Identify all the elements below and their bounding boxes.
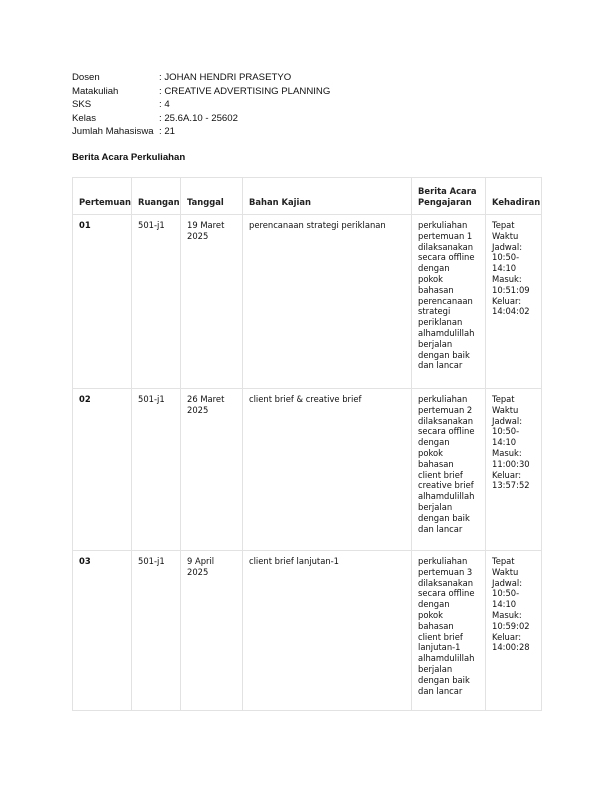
berita-line: pertemuan 1 xyxy=(418,230,473,241)
berita-line: dilaksanakan xyxy=(418,415,474,426)
kehadiran-line: Masuk: xyxy=(492,609,522,620)
cell-ruangan: 501-j1 xyxy=(132,389,181,551)
cell-berita-acara xyxy=(412,389,486,551)
kehadiran-line: Tepat xyxy=(492,220,515,230)
cell-pertemuan: 01 xyxy=(73,215,132,389)
kehadiran-line: Keluar: xyxy=(492,631,522,642)
kehadiran-line: Keluar: xyxy=(492,295,522,306)
cell-tanggal xyxy=(181,551,243,711)
kehadiran-line: Jadwal: xyxy=(492,241,523,252)
berita-line: perkuliahan xyxy=(418,220,468,230)
berita-line: pokok xyxy=(418,447,443,458)
cell-tanggal-year: 2025 xyxy=(187,230,209,241)
header-berita-acara xyxy=(412,178,486,215)
berita-line: alhamdulillah xyxy=(418,327,475,338)
lecturer-label: Dosen xyxy=(72,72,100,83)
course-label: Matakuliah xyxy=(72,85,119,97)
berita-line: perencanaan xyxy=(418,295,473,306)
table-row xyxy=(73,215,542,389)
credits-value: : 4 xyxy=(159,99,170,110)
lecturer-value: : JOHAN HENDRI PRASETYO xyxy=(159,72,292,83)
berita-line: berjalan xyxy=(418,501,453,512)
course-value: : CREATIVE ADVERTISING PLANNING xyxy=(159,85,331,97)
course-info xyxy=(72,71,330,139)
kehadiran-line: 10:59:02 xyxy=(492,620,530,631)
cell-bahan-kajian: client brief lanjutan-1 xyxy=(243,551,412,711)
berita-line: secara offline xyxy=(418,252,475,263)
berita-line: dengan baik xyxy=(418,674,470,685)
kehadiran-line: Masuk: xyxy=(492,273,522,284)
cell-berita-acara xyxy=(412,215,486,389)
berita-line: dan lancar xyxy=(418,685,463,696)
course-info-row xyxy=(72,112,330,126)
kehadiran-line: Tepat xyxy=(492,556,515,566)
berita-line: berjalan xyxy=(418,338,453,349)
student-count-value: : 21 xyxy=(159,126,176,137)
class-label: Kelas xyxy=(72,112,96,124)
berita-line: secara offline xyxy=(418,588,475,599)
kehadiran-line: Waktu xyxy=(492,566,519,577)
header-berita-line1: Berita Acara xyxy=(418,186,477,197)
course-info-row xyxy=(72,98,330,112)
berita-line: dilaksanakan xyxy=(418,577,474,588)
cell-kehadiran xyxy=(486,215,542,389)
cell-bahan-kajian: client brief & creative brief xyxy=(243,389,412,551)
section-title: Berita Acara Perkuliahan xyxy=(72,152,186,163)
cell-kehadiran xyxy=(486,389,542,551)
berita-line: pokok xyxy=(418,609,443,620)
kehadiran-line: 11:00:30 xyxy=(492,458,530,469)
header-pertemuan: Pertemuan xyxy=(73,178,132,215)
berita-line: dengan xyxy=(418,599,450,610)
header-bahan-kajian: Bahan Kajian xyxy=(243,178,412,215)
kehadiran-line: Waktu xyxy=(492,404,519,415)
berita-line: dengan baik xyxy=(418,512,470,523)
berita-line: dengan xyxy=(418,437,450,448)
berita-line: dengan baik xyxy=(418,349,470,360)
kehadiran-line: Jadwal: xyxy=(492,577,523,588)
kehadiran-line: 10:50- xyxy=(492,252,520,263)
cell-tanggal-day: 19 Maret xyxy=(187,220,225,230)
berita-line: pertemuan 3 xyxy=(418,566,473,577)
kehadiran-line: Jadwal: xyxy=(492,415,523,426)
cell-ruangan: 501-j1 xyxy=(132,551,181,711)
kehadiran-line: 10:51:09 xyxy=(492,284,530,295)
berita-line: dan lancar xyxy=(418,523,463,534)
cell-tanggal-day: 9 April xyxy=(187,556,215,566)
berita-line: bahasan xyxy=(418,620,454,631)
course-info-row xyxy=(72,71,330,85)
cell-tanggal xyxy=(181,389,243,551)
kehadiran-line: 14:00:28 xyxy=(492,642,530,653)
berita-line: client brief xyxy=(418,469,463,480)
kehadiran-line: 14:10 xyxy=(492,599,517,610)
kehadiran-line: 10:50- xyxy=(492,588,520,599)
berita-line: alhamdulillah xyxy=(418,653,475,664)
berita-line: dan lancar xyxy=(418,360,463,371)
cell-pertemuan: 02 xyxy=(73,389,132,551)
table-header-row xyxy=(73,178,542,215)
berita-line: berjalan xyxy=(418,663,453,674)
berita-line: bahasan xyxy=(418,458,454,469)
kehadiran-line: 10:50- xyxy=(492,426,520,437)
berita-line: dilaksanakan xyxy=(418,241,474,252)
cell-ruangan: 501-j1 xyxy=(132,215,181,389)
cell-tanggal-day: 26 Maret xyxy=(187,394,225,404)
course-info-row xyxy=(72,125,330,139)
lecture-log-table xyxy=(72,177,542,711)
berita-line: perkuliahan xyxy=(418,556,468,566)
berita-line: periklanan xyxy=(418,317,463,328)
kehadiran-line: 13:57:52 xyxy=(492,480,530,491)
class-value: : 25.6A.10 - 25602 xyxy=(159,112,238,124)
kehadiran-line: 14:04:02 xyxy=(492,306,530,317)
kehadiran-line: Masuk: xyxy=(492,447,522,458)
header-berita-line2: Pengajaran xyxy=(418,197,472,208)
kehadiran-line: Keluar: xyxy=(492,469,522,480)
course-info-row xyxy=(72,85,330,99)
berita-line: lanjutan-1 xyxy=(418,642,461,653)
student-count-label: Jumlah Mahasiswa xyxy=(72,126,154,137)
kehadiran-line: 14:10 xyxy=(492,263,517,274)
cell-kehadiran xyxy=(486,551,542,711)
header-kehadiran: Kehadiran xyxy=(486,178,542,215)
header-tanggal: Tanggal xyxy=(181,178,243,215)
cell-bahan-kajian: perencanaan strategi periklanan xyxy=(243,215,412,389)
table-row xyxy=(73,551,542,711)
kehadiran-line: Waktu xyxy=(492,230,519,241)
berita-line: dengan xyxy=(418,263,450,274)
berita-line: pokok xyxy=(418,273,443,284)
credits-label: SKS xyxy=(72,99,92,110)
berita-line: perkuliahan xyxy=(418,394,468,404)
cell-tanggal xyxy=(181,215,243,389)
kehadiran-line: 14:10 xyxy=(492,437,517,448)
berita-line: bahasan xyxy=(418,284,454,295)
kehadiran-line: Tepat xyxy=(492,394,515,404)
berita-line: pertemuan 2 xyxy=(418,404,473,415)
header-ruangan: Ruangan xyxy=(132,178,181,215)
berita-line: client brief xyxy=(418,631,463,642)
cell-tanggal-year: 2025 xyxy=(187,566,209,577)
berita-line: creative brief xyxy=(418,480,474,491)
table-row xyxy=(73,389,542,551)
cell-berita-acara xyxy=(412,551,486,711)
cell-pertemuan: 03 xyxy=(73,551,132,711)
berita-line: alhamdulillah xyxy=(418,491,475,502)
berita-line: strategi xyxy=(418,306,451,317)
berita-line: secara offline xyxy=(418,426,475,437)
cell-tanggal-year: 2025 xyxy=(187,404,209,415)
